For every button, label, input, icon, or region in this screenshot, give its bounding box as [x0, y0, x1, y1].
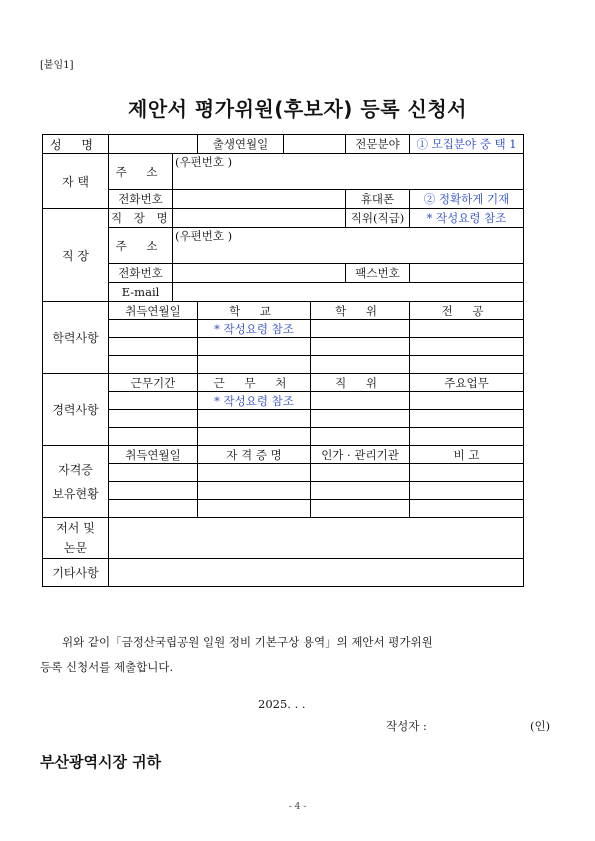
books-label-line1: 저서 및	[56, 521, 95, 535]
cert-col-remarks: 비 고	[410, 446, 524, 464]
table-cell[interactable]	[311, 464, 410, 482]
home-label: 자 택	[43, 154, 109, 209]
career-col-period: 근무기간	[109, 374, 198, 392]
work-address-label: 주 소	[109, 228, 173, 264]
table-cell[interactable]	[311, 428, 410, 446]
certificate-label	[43, 446, 109, 518]
certificate-label-line1: 자격증	[58, 462, 93, 477]
books-label-line2: 논문	[63, 541, 88, 555]
table-cell[interactable]	[311, 392, 410, 410]
application-form	[42, 134, 524, 587]
table-cell[interactable]	[109, 320, 198, 338]
page-title: 제안서 평가위원(후보자) 등록 신청서	[128, 97, 467, 121]
books-value[interactable]	[109, 518, 524, 559]
books-label	[43, 518, 109, 559]
seal-label: (인)	[530, 719, 551, 733]
table-cell[interactable]	[410, 428, 524, 446]
cert-col-date: 취득연월일	[109, 446, 198, 464]
edu-col-school: 학 교	[198, 302, 311, 320]
name-label: 성 명	[43, 135, 109, 154]
birth-value[interactable]	[284, 135, 346, 154]
career-col-duty: 주요업무	[410, 374, 524, 392]
table-cell[interactable]	[311, 410, 410, 428]
edu-col-major: 전 공	[410, 302, 524, 320]
declaration-text	[40, 630, 540, 680]
workplace-label: 직 장 명	[109, 209, 173, 228]
table-cell[interactable]	[198, 338, 311, 356]
home-postal-text[interactable]: (우편번호 )	[173, 154, 524, 190]
home-phone-label: 전화번호	[109, 190, 173, 209]
email-value[interactable]	[173, 283, 524, 302]
work-phone-label: 전화번호	[109, 264, 173, 283]
table-cell[interactable]	[109, 482, 198, 500]
career-col-workplace: 근 무 처	[198, 374, 311, 392]
edu-col-date: 취득연월일	[109, 302, 198, 320]
field-label: 전문분야	[346, 135, 410, 154]
table-cell[interactable]	[311, 482, 410, 500]
email-label: E-mail	[109, 283, 173, 302]
birth-label: 출생연월일	[198, 135, 284, 154]
table-cell[interactable]	[109, 464, 198, 482]
education-label: 학력사항	[43, 302, 109, 374]
writer-label: 작성자 :	[386, 719, 427, 733]
table-cell[interactable]	[198, 500, 311, 518]
work-label: 직 장	[43, 209, 109, 302]
table-cell[interactable]	[311, 338, 410, 356]
table-cell[interactable]	[410, 320, 524, 338]
attachment-label: [붙임1]	[40, 60, 74, 71]
declaration-line2: 등록 신청서를 제출합니다.	[40, 660, 174, 674]
career-guide-note[interactable]: * 작성요령 참조	[198, 392, 311, 410]
edu-guide-note[interactable]: * 작성요령 참조	[198, 320, 311, 338]
etc-label: 기타사항	[43, 559, 109, 587]
cert-col-name: 자 격 증 명	[198, 446, 311, 464]
declaration-line1: 위와 같이「금정산국립공원 일원 정비 기본구상 용역」의 제안서 평가위원	[62, 635, 433, 649]
table-cell[interactable]	[198, 482, 311, 500]
table-cell[interactable]	[109, 500, 198, 518]
certificate-label-line2: 보유현황	[52, 486, 99, 501]
work-postal-text[interactable]: (우편번호 )	[173, 228, 524, 264]
position-guide-note[interactable]: * 작성요령 참조	[410, 209, 524, 228]
position-label: 직위(직급)	[346, 209, 410, 228]
career-label: 경력사항	[43, 374, 109, 446]
table-cell[interactable]	[311, 500, 410, 518]
table-cell[interactable]	[410, 464, 524, 482]
table-cell[interactable]	[410, 410, 524, 428]
table-cell[interactable]	[109, 356, 198, 374]
submission-date: 2025. . .	[258, 697, 306, 711]
career-col-position: 직 위	[311, 374, 410, 392]
mobile-label: 휴대폰	[346, 190, 410, 209]
table-cell[interactable]	[198, 356, 311, 374]
name-value[interactable]	[109, 135, 198, 154]
home-phone-value[interactable]	[173, 190, 346, 209]
table-cell[interactable]	[109, 410, 198, 428]
addressee: 부산광역시장 귀하	[40, 753, 162, 771]
fax-label: 팩스번호	[346, 264, 410, 283]
edu-col-degree: 학 위	[311, 302, 410, 320]
table-cell[interactable]	[109, 392, 198, 410]
cert-col-agency: 인가 · 관리기관	[311, 446, 410, 464]
table-cell[interactable]	[410, 356, 524, 374]
work-phone-value[interactable]	[173, 264, 346, 283]
table-cell[interactable]	[311, 320, 410, 338]
table-cell[interactable]	[198, 464, 311, 482]
table-cell[interactable]	[109, 428, 198, 446]
table-cell[interactable]	[410, 338, 524, 356]
table-cell[interactable]	[109, 338, 198, 356]
workplace-value[interactable]	[173, 209, 346, 228]
table-cell[interactable]	[410, 482, 524, 500]
page-number: - 4 -	[288, 802, 307, 812]
home-address-label: 주 소	[109, 154, 173, 190]
table-cell[interactable]	[410, 500, 524, 518]
table-cell[interactable]	[311, 356, 410, 374]
field-note[interactable]: ① 모집분야 중 택 1	[410, 135, 524, 154]
table-cell[interactable]	[410, 392, 524, 410]
fax-value[interactable]	[410, 264, 524, 283]
accurate-note[interactable]: ② 정확하게 기재	[410, 190, 524, 209]
table-cell[interactable]	[198, 428, 311, 446]
table-cell[interactable]	[198, 410, 311, 428]
etc-value[interactable]	[109, 559, 524, 587]
